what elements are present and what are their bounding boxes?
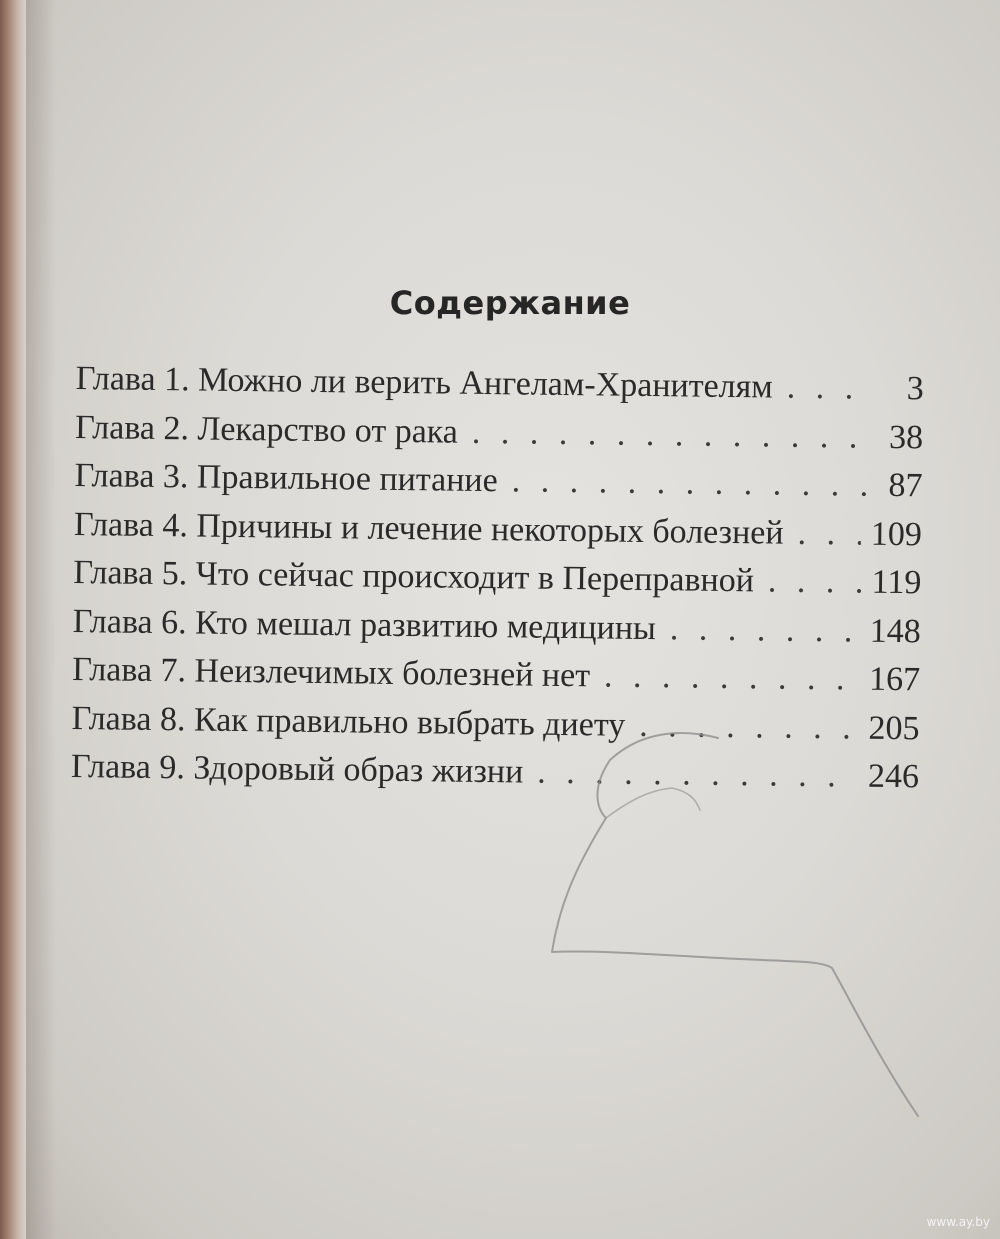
dot-leader bbox=[472, 413, 874, 456]
dot-leader bbox=[604, 657, 860, 698]
chapter-title: Глава 3. Правильное питание bbox=[74, 456, 498, 500]
table-of-contents bbox=[71, 360, 924, 807]
page-number: 205 bbox=[868, 709, 920, 747]
chapter-title: Глава 4. Причины и лечение некоторых болезней bbox=[73, 505, 784, 552]
chapter-title: Глава 1. Можно ли верить Ангелам-Хранителям bbox=[75, 360, 774, 406]
dot-leader bbox=[639, 706, 859, 747]
page-number: 148 bbox=[869, 612, 921, 650]
chapter-title: Глава 9. Здоровый образ жизни bbox=[70, 747, 524, 791]
page-number: 119 bbox=[871, 563, 922, 602]
page-number: 87 bbox=[888, 466, 923, 505]
toc-heading: Содержание bbox=[389, 284, 631, 322]
book-spine bbox=[0, 0, 26, 1239]
dot-leader bbox=[537, 754, 858, 796]
toc-row-chapter-9 bbox=[71, 748, 920, 807]
page-number: 246 bbox=[867, 757, 920, 796]
chapter-title: Глава 2. Лекарство от рака bbox=[74, 408, 459, 451]
chapter-title: Глава 7. Неизлечимых болезней нет bbox=[71, 650, 591, 695]
page-number: 167 bbox=[868, 660, 921, 699]
watermark: www.ay.by bbox=[926, 1215, 990, 1229]
chapter-title: Глава 8. Как правильно выбрать диету bbox=[71, 699, 626, 744]
dot-leader bbox=[670, 610, 860, 650]
dot-leader bbox=[768, 562, 862, 601]
dot-leader bbox=[797, 514, 861, 553]
chapter-title: Глава 6. Кто мешал развитию медицины bbox=[72, 602, 657, 647]
dot-leader bbox=[511, 462, 872, 504]
chapter-title: Глава 5. Что сейчас происходит в Переправной bbox=[73, 553, 755, 600]
dot-leader bbox=[787, 369, 874, 408]
page-number: 109 bbox=[870, 515, 923, 553]
spine-shadow bbox=[26, 0, 56, 1239]
page-number: 3 bbox=[906, 370, 924, 408]
page-number: 38 bbox=[888, 418, 924, 456]
